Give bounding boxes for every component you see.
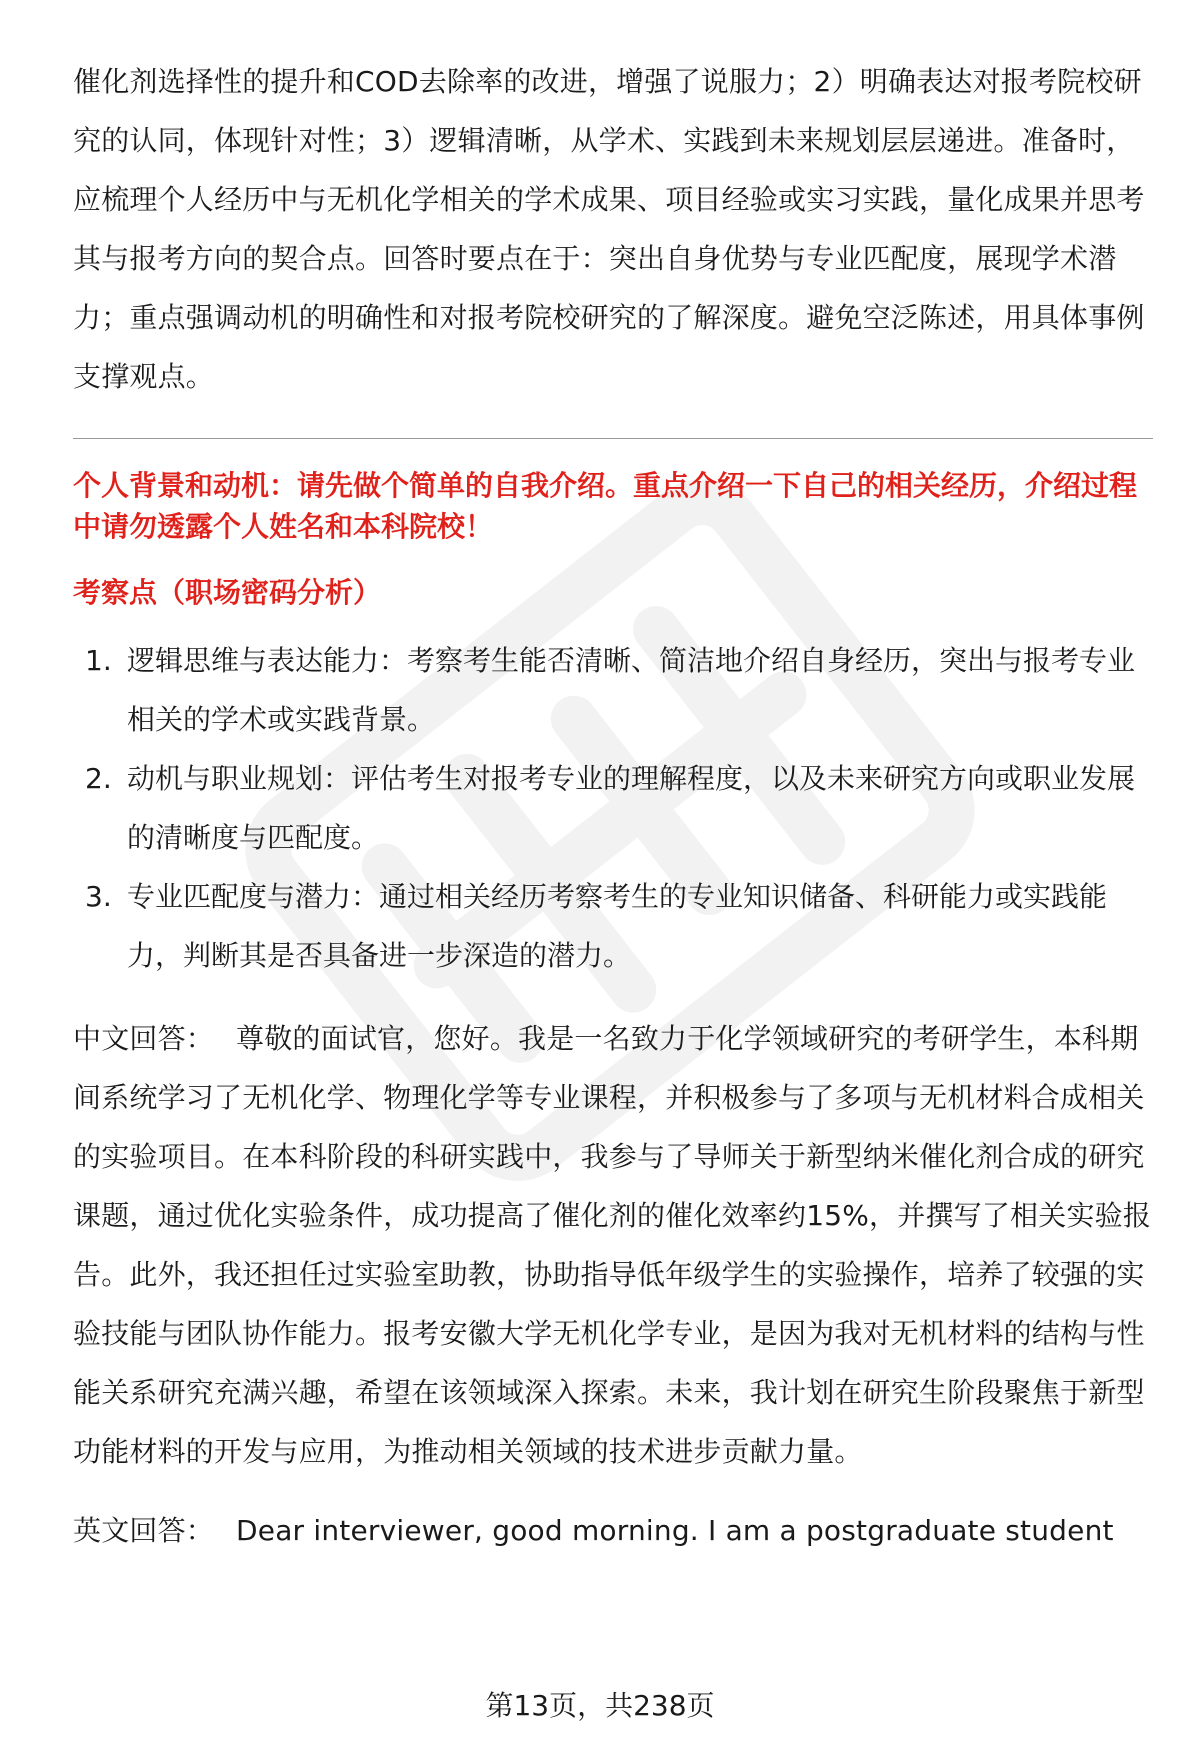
english-answer	[73, 1511, 1153, 1551]
chinese-answer-label: 中文回答：	[73, 1022, 215, 1055]
intro-paragraph: 催化剂选择性的提升和COD去除率的改进，增强了说服力；2）明确表达对报考院校研究的认同，体现针对性；3）逻辑清晰，从学术、实践到未来规划层层递进。准备时，应梳理个人经历中与无机化学相关的学术成果、项目经验或实习实践，量化成果并思考其与报考方向的契合点。回答时要点在于：突出自身优势与专业匹配度，展现学术潜力；重点强调动机的明确性和对报考院校研究的了解深度。避免空泛陈述，用具体事例支撑观点。	[73, 65, 1145, 393]
analysis-title: 考察点（职场密码分析）	[73, 576, 382, 609]
section-divider	[73, 438, 1153, 439]
list-item-number: 2.	[85, 762, 112, 795]
list-item-text: 动机与职业规划：评估考生对报考专业的理解程度，以及未来研究方向或职业发展的清晰度与匹配度。	[127, 762, 1136, 854]
list-item	[73, 749, 1153, 867]
list-item	[73, 631, 1153, 749]
interview-question: 个人背景和动机：请先做个简单的自我介绍。重点介绍一下自己的相关经历，介绍过程中请勿透露个人姓名和本科院校！	[73, 469, 1138, 543]
chinese-answer	[73, 1009, 1153, 1481]
list-item-number: 1.	[85, 644, 112, 677]
english-answer-label: 英文回答：	[73, 1514, 215, 1547]
list-item-text: 逻辑思维与表达能力：考察考生能否清晰、简洁地介绍自身经历，突出与报考专业相关的学术或实践背景。	[127, 644, 1136, 736]
english-answer-text: Dear interviewer, good morning. I am a postgraduate student	[236, 1514, 1114, 1547]
chinese-answer-text: 尊敬的面试官，您好。我是一名致力于化学领域研究的考研学生，本科期间系统学习了无机化学、物理化学等专业课程，并积极参与了多项与无机材料合成相关的实验项目。在本科阶段的科研实践中，我参与了导师关于新型纳米催化剂合成的研究课题，通过优化实验条件，成功提高了催化剂的催化效率约15%，并撰写了相关实验报告。此外，我还担任过实验室助教，协助指导低年级学生的实验操作，培养了较强的实验技能与团队协作能力。报考安徽大学无机化学专业，是因为我对无机材料的结构与性能关系研究充满兴趣，希望在该领域深入探索。未来，我计划在研究生阶段聚焦于新型功能材料的开发与应用，为推动相关领域的技术进步贡献力量。	[73, 1022, 1152, 1468]
list-item-text: 专业匹配度与潜力：通过相关经历考察考生的专业知识储备、科研能力或实践能力，判断其是否具备进一步深造的潜力。	[127, 880, 1108, 972]
list-item-number: 3.	[85, 880, 112, 913]
main-content	[73, 52, 1153, 1551]
page-number: 第13页，共238页	[485, 1689, 715, 1722]
list-item	[73, 867, 1153, 985]
analysis-points-list	[73, 631, 1153, 985]
